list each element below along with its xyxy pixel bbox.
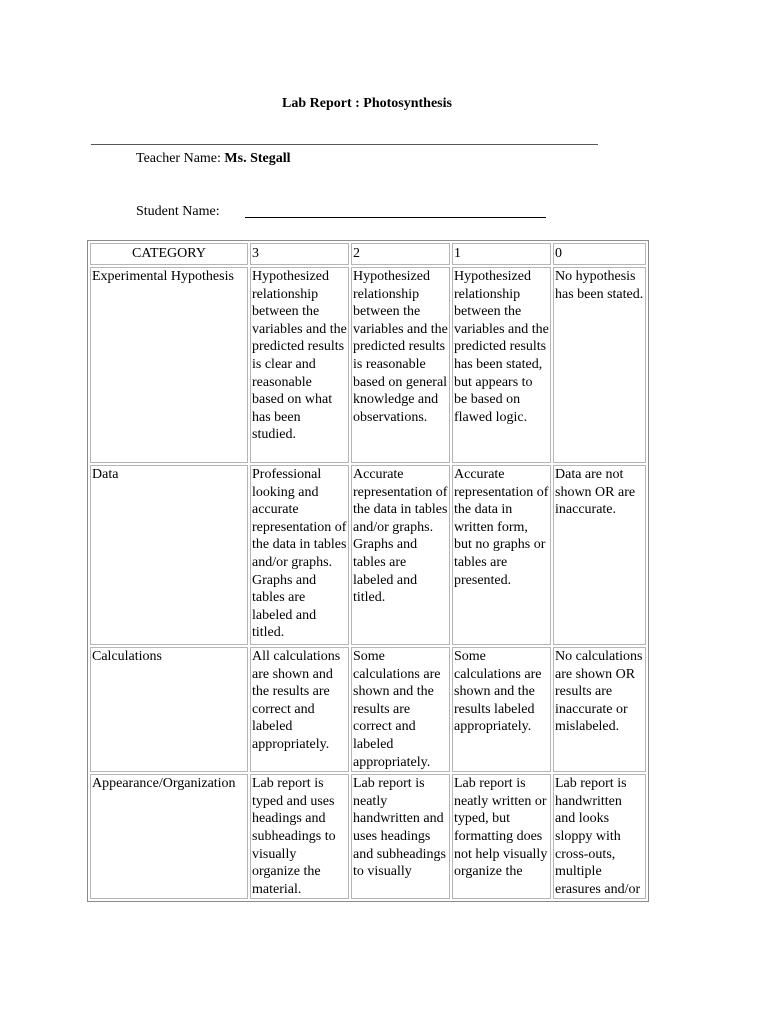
table-cell: No hypothesis has been stated. — [553, 267, 646, 463]
table-cell: Data are not shown OR are inaccurate. — [553, 465, 646, 645]
row-category: Experimental Hypothesis — [90, 267, 248, 463]
rubric-table — [87, 240, 649, 902]
table-cell: Hypothesized relationship between the variables and the predicted results is clear and reasonable based on what has been studied. — [250, 267, 349, 463]
horizontal-rule — [91, 144, 598, 145]
table-row — [90, 647, 646, 772]
table-row — [90, 465, 646, 645]
header-cell-score-0: 0 — [553, 243, 646, 265]
table-header-row — [90, 243, 646, 265]
header-cell-score-1: 1 — [452, 243, 551, 265]
table-cell: Accurate representation of the data in written form, but no graphs or tables are presented. — [452, 465, 551, 645]
header-cell-category: CATEGORY — [90, 243, 248, 265]
table-row — [90, 774, 646, 899]
teacher-name-line — [136, 150, 291, 168]
table-cell: Some calculations are shown and the results are correct and labeled appropriately. — [351, 647, 450, 772]
table-cell: Professional looking and accurate representation of the data in tables and/or graphs. Graphs and tables are labeled and titled. — [250, 465, 349, 645]
table-cell: Accurate representation of the data in tables and/or graphs. Graphs and tables are labeled and titled. — [351, 465, 450, 645]
row-category: Data — [90, 465, 248, 645]
table-cell: Hypothesized relationship between the variables and the predicted results has been stated, but appears to be based on flawed logic. — [452, 267, 551, 463]
table-cell: No calculations are shown OR results are inaccurate or mislabeled. — [553, 647, 646, 772]
page-title: Lab Report : Photosynthesis — [282, 96, 452, 111]
student-name-blank[interactable] — [245, 217, 546, 218]
table-cell: Lab report is neatly handwritten and uses headings and subheadings to visually — [351, 774, 450, 899]
table-cell: Lab report is handwritten and looks sloppy with cross-outs, multiple erasures and/or — [553, 774, 646, 899]
table-cell: All calculations are shown and the results are correct and labeled appropriately. — [250, 647, 349, 772]
teacher-name-label: Teacher Name: — [136, 151, 221, 166]
row-category: Calculations — [90, 647, 248, 772]
header-cell-score-3: 3 — [250, 243, 349, 265]
table-cell: Lab report is neatly written or typed, but formatting does not help visually organize the — [452, 774, 551, 899]
student-name-label: Student Name: — [136, 204, 220, 219]
header-cell-score-2: 2 — [351, 243, 450, 265]
table-cell: Lab report is typed and uses headings and subheadings to visually organize the material. — [250, 774, 349, 899]
table-row — [90, 267, 646, 463]
row-category: Appearance/Organization — [90, 774, 248, 899]
table-cell: Some calculations are shown and the results labeled appropriately. — [452, 647, 551, 772]
teacher-name-value: Ms. Stegall — [224, 151, 291, 166]
table-cell: Hypothesized relationship between the variables and the predicted results is reasonable based on general knowledge and observations. — [351, 267, 450, 463]
